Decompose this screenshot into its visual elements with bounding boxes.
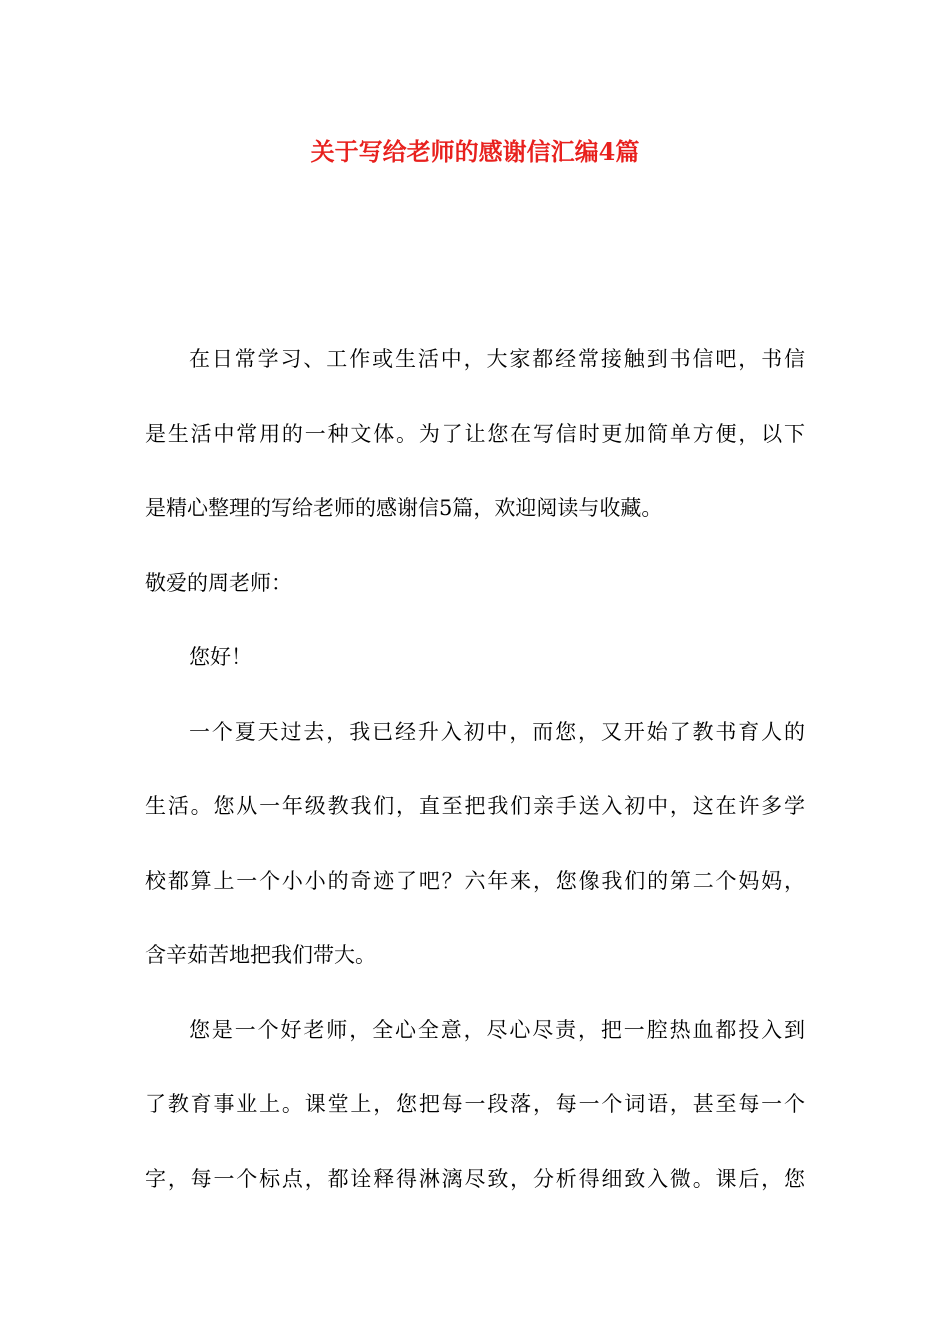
body-line: 校都算上一个小小的奇迹了吧？六年来，您像我们的第二个妈妈， [145,868,805,893]
body-line: 一个夏天过去，我已经升入初中，而您，又开始了教书育人的 [189,719,805,744]
body-line: 是精心整理的写给老师的感谢信5篇，欢迎阅读与收藏。 [145,496,663,520]
body-line: 您是一个好老师，全心全意，尽心尽责，把一腔热血都投入到 [189,1017,805,1042]
body-line: 含辛茹苦地把我们带大。 [145,943,376,967]
greeting: 您好！ [189,645,252,669]
document-body [145,322,805,1216]
body-line: 在日常学习、工作或生活中，大家都经常接触到书信吧，书信 [189,347,805,371]
body-line: 是生活中常用的一种文体。为了让您在写信时更加简单方便，以下 [145,421,805,446]
body-line: 字，每一个标点，都诠释得淋漓尽致，分析得细致入微。课后，您 [145,1166,805,1191]
body-line: 生活。您从一年级教我们，直至把我们亲手送入初中，这在许多学 [145,794,805,818]
document-title: 关于写给老师的感谢信汇编4篇 [310,137,640,166]
body-line: 了教育事业上。课堂上，您把每一段落，每一个词语，甚至每一个 [145,1092,805,1116]
salutation: 敬爱的周老师： [145,570,292,595]
